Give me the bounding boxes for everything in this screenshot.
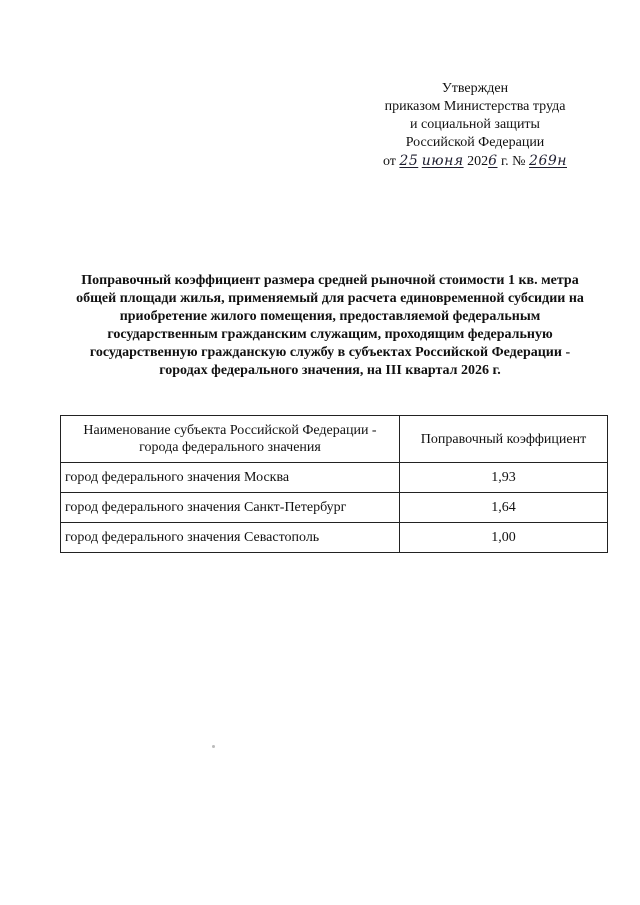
table-row: [61, 463, 608, 493]
approval-ministry-line1: приказом Министерства труда: [384, 99, 566, 114]
table-header-row: [61, 416, 608, 463]
handwritten-year-digit: 6: [488, 153, 498, 169]
year-prefix: 202: [467, 154, 489, 169]
handwritten-month: июня: [421, 153, 464, 169]
title-line: городах федерального значения, на III квартал 2026 г.: [159, 363, 501, 378]
approval-block: [360, 80, 590, 171]
subject-name-cell: город федерального значения Севастополь: [61, 523, 400, 553]
document-title: [50, 272, 610, 380]
header-subject-name: Наименование субъекта Российской Федерации - города федерального значения: [61, 416, 400, 463]
approval-ministry-line2: и социальной защиты: [410, 117, 540, 132]
handwritten-order-number: 269н: [529, 153, 567, 169]
approval-date-line: [360, 152, 590, 171]
coefficients-table: [60, 415, 608, 553]
table-row: [61, 493, 608, 523]
title-line: государственным гражданским служащим, проходящим федеральную: [107, 327, 553, 342]
title-line: приобретение жилого помещения, предоставляемой федеральным: [119, 309, 541, 324]
title-line: общей площади жилья, применяемый для расчета единовременной субсидии на: [76, 291, 584, 306]
table-row: [61, 523, 608, 553]
title-line: государственную гражданскую службу в субъектах Российской Федерации -: [89, 345, 571, 360]
approval-ministry-line3: Российской Федерации: [405, 135, 545, 150]
date-prefix: от: [382, 154, 396, 169]
handwritten-day: 25: [399, 153, 419, 169]
approval-heading: Утвержден: [441, 81, 509, 96]
coefficient-cell: 1,64: [400, 493, 608, 523]
subject-name-cell: город федерального значения Москва: [61, 463, 400, 493]
subject-name-cell: город федерального значения Санкт-Петербург: [61, 493, 400, 523]
scan-speck: [212, 745, 215, 748]
order-number-label: г. №: [501, 154, 526, 169]
coefficient-cell: 1,00: [400, 523, 608, 553]
title-line: Поправочный коэффициент размера средней рыночной стоимости 1 кв. метра: [81, 273, 579, 288]
header-coefficient: Поправочный коэффициент: [400, 416, 608, 463]
coefficient-cell: 1,93: [400, 463, 608, 493]
